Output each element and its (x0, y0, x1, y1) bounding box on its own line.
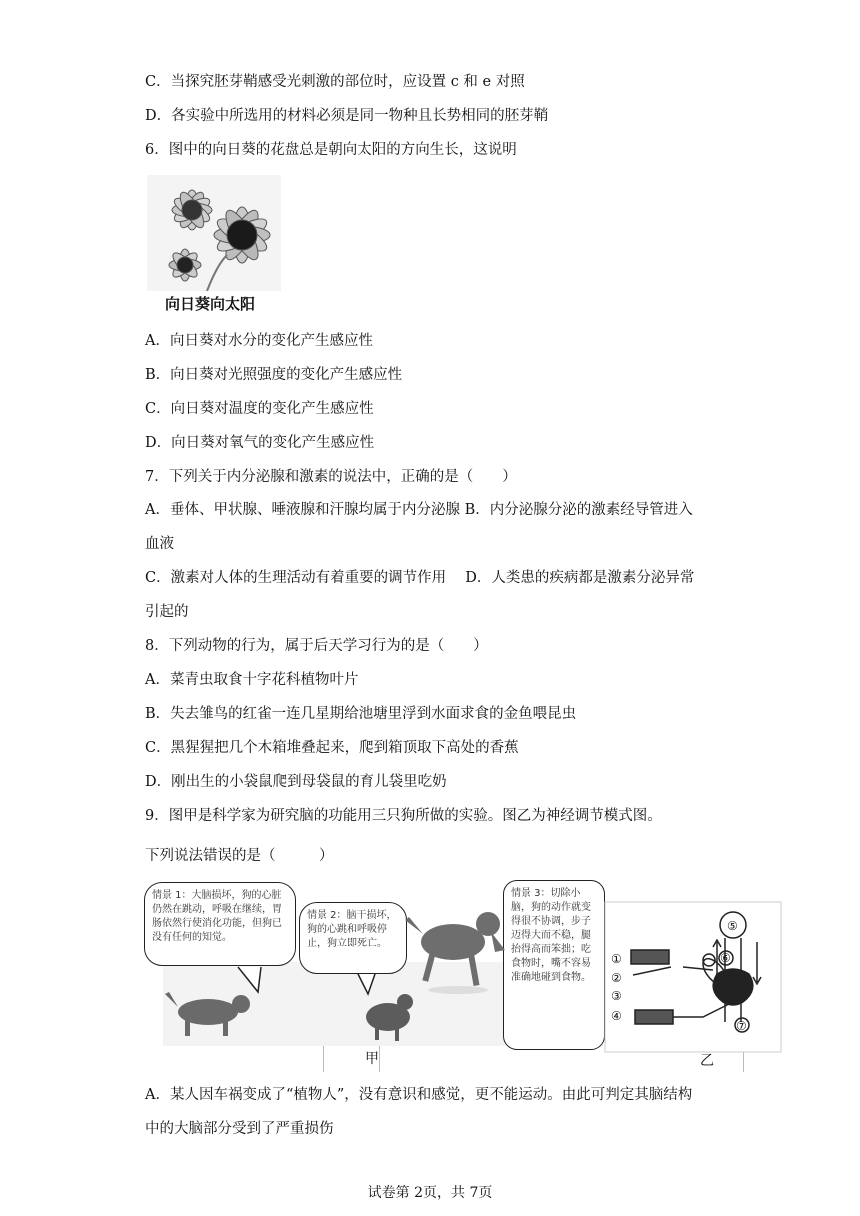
q7-options-ab-cont: 血液 (145, 536, 174, 552)
q7-options-ab: A．垂体、甲状腺、唾液腺和汗腺均属于内分泌腺 B．内分泌腺分泌的激素经导管进入 (145, 502, 693, 518)
q5-option-c: C．当探究胚芽鞘感受光刺激的部位时，应设置 c 和 e 对照 (145, 74, 525, 90)
dog-experiment-figure (143, 872, 785, 1072)
page-footer: 试卷第 2页，共 7页 (367, 1185, 493, 1201)
label-6: ⑥ (720, 951, 731, 965)
q9-stem-cont: 下列说法错误的是（ ） (145, 848, 334, 864)
reflex-arc-diagram (605, 902, 781, 1052)
q6-option-b: B．向日葵对光照强度的变化产生感应性 (145, 367, 403, 383)
q6-option-a: A．向日葵对水分的变化产生感应性 (145, 333, 373, 349)
q8-option-c: C．黑猩猩把几个木箱堆叠起来，爬到箱顶取下高处的香蕉 (145, 740, 519, 756)
q9-stem: 9．图甲是科学家为研究脑的功能用三只狗所做的实验。图乙为神经调节模式图。 (145, 808, 662, 824)
figure-label-yi: 乙 (700, 1053, 714, 1069)
sunflower-caption: 向日葵向太阳 (165, 295, 256, 313)
figure-label-jia: 甲 (365, 1051, 379, 1067)
bubble-tail (358, 974, 375, 994)
q8-option-b: B．失去雏鸟的红雀一连几星期给池塘里浮到水面求食的金鱼喂昆虫 (145, 706, 577, 722)
q6-stem: 6．图中的向日葵的花盘总是朝向太阳的方向生长，这说明 (145, 142, 517, 158)
q7-options-cd: C．激素对人体的生理活动有着重要的调节作用 D．人类患的疾病都是激素分泌异常 (145, 570, 695, 586)
bubble-tail (238, 967, 261, 992)
figure-drawings (143, 872, 785, 1072)
label-3: ③ (611, 989, 622, 1003)
q7-options-cd-cont: 引起的 (145, 604, 189, 620)
q8-stem: 8．下列动物的行为，属于后天学习行为的是（ ） (145, 638, 488, 654)
dog-2-image (366, 994, 413, 1041)
scenario-1-bubble: 情景 1：大脑损坏，狗的心脏仍然在跳动，呼吸在继续，胃肠依然行使消化功能，但狗已没有任何的知觉。 (144, 882, 296, 966)
scenario-3-bubble: 情景 3：切除小脑，狗的动作就变得很不协调，步子迈得大而不稳，腿抬得高而笨拙；吃食物时，嘴不容易准确地碰到食物。 (503, 880, 605, 1050)
q9-option-a: A．某人因车祸变成了“植物人”，没有意识和感觉，更不能运动。由此可判定其脑结构 (145, 1087, 693, 1103)
label-7: ⑦ (736, 1019, 747, 1033)
scenario-2-bubble: 情景 2：脑干损坏，狗的心跳和呼吸停止，狗立即死亡。 (299, 902, 407, 974)
label-4: ④ (611, 1009, 622, 1023)
q7-stem: 7．下列关于内分泌腺和激素的说法中，正确的是（ ） (145, 469, 517, 485)
dog-1-image (165, 992, 250, 1036)
sunflower-image (147, 175, 281, 291)
q9-option-a-cont: 中的大脑部分受到了严重损伤 (145, 1121, 334, 1137)
q8-option-d: D．刚出生的小袋鼠爬到母袋鼠的育儿袋里吃奶 (145, 774, 447, 790)
q6-option-c: C．向日葵对温度的变化产生感应性 (145, 401, 374, 417)
label-1: ① (611, 952, 622, 966)
q6-option-d: D．向日葵对氧气的变化产生感应性 (145, 435, 375, 451)
dog-3-image (405, 912, 505, 994)
q5-option-d: D．各实验中所选用的材料必须是同一物种且长势相同的胚芽鞘 (145, 108, 549, 124)
q8-option-a: A．菜青虫取食十字花科植物叶片 (145, 672, 359, 688)
label-5: ⑤ (727, 919, 738, 933)
label-2: ② (611, 971, 622, 985)
